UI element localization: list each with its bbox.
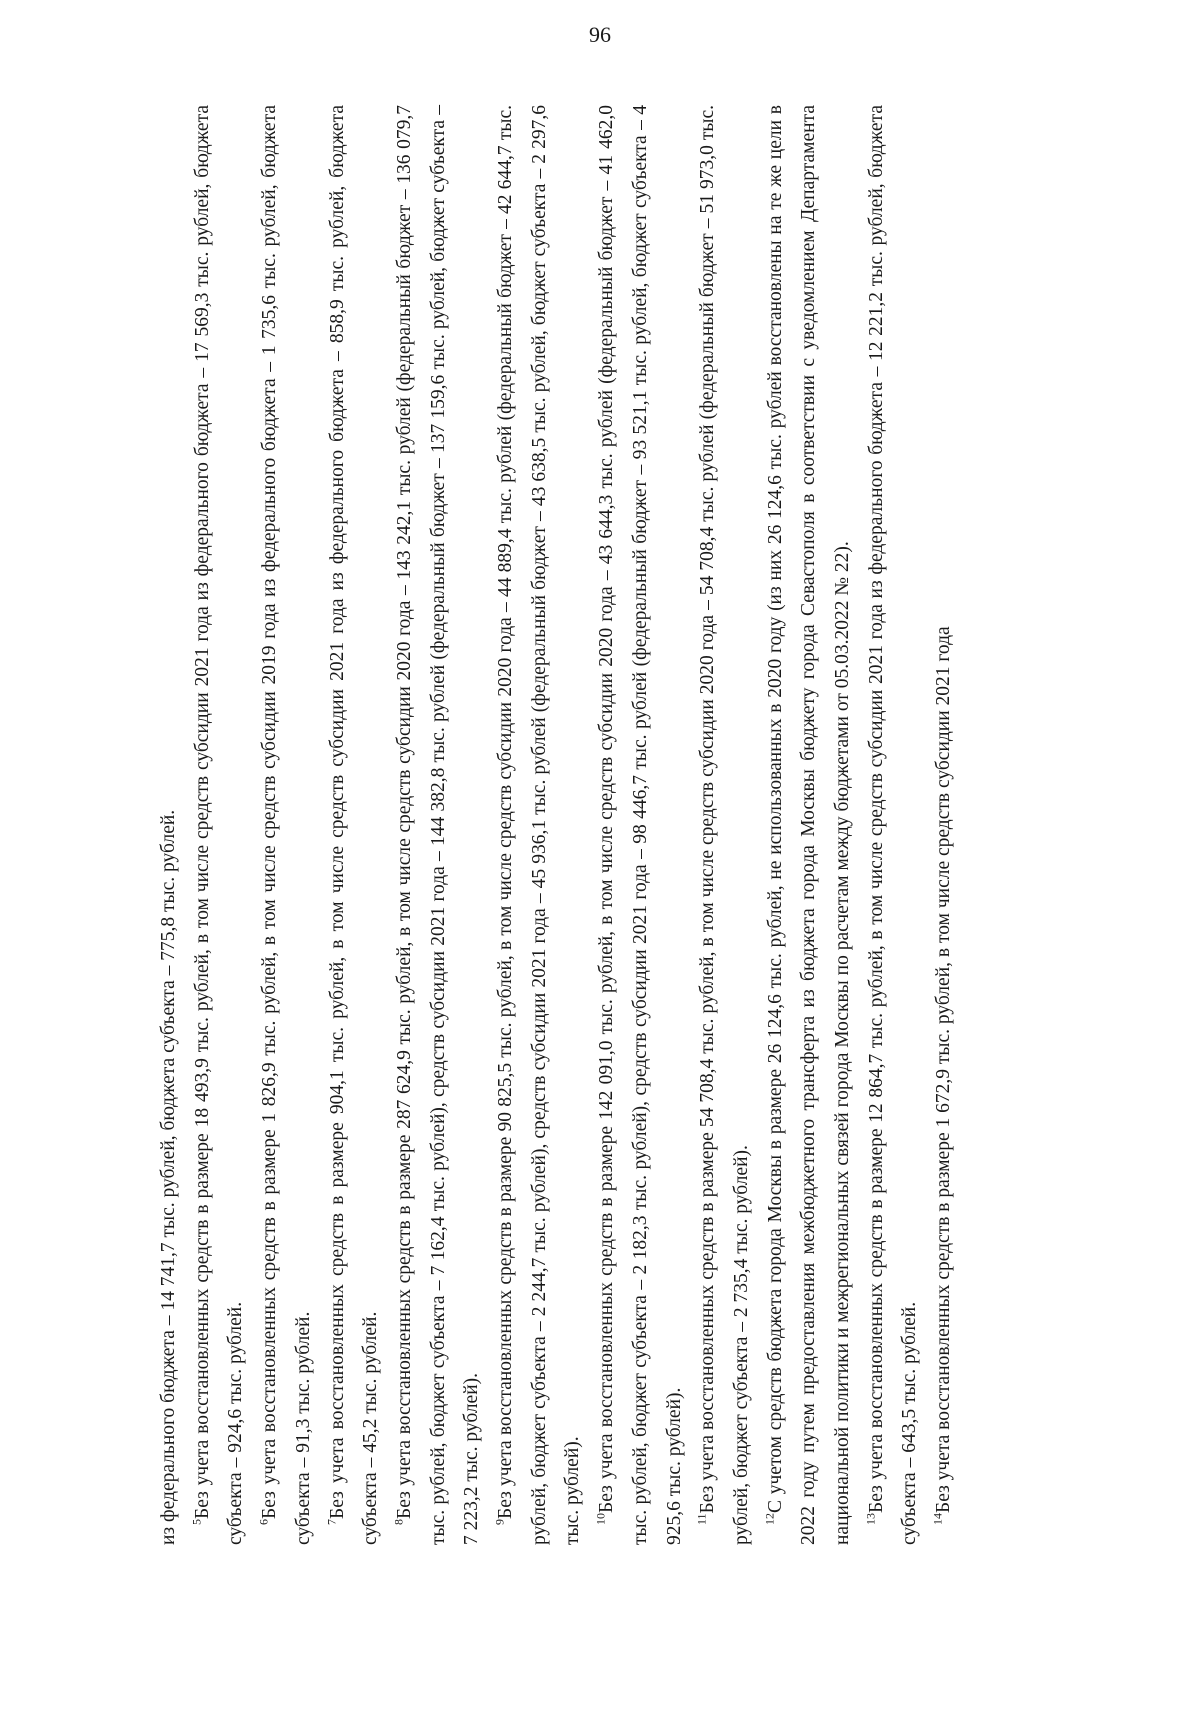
footnote-text: Без учета восстановленных средств в размере 287 624,9 тыс. рублей, в том числе средств субсидии 2020 года – 143 242,1 тыс. рублей (федеральный бюджет – 136 079,7 тыс. рублей, бюджет субъекта – 7 162,4 тыс. рублей), средств субсидии 2021 года – 144 382,8 тыс. рублей (федеральный бюджет – 137 159,6 тыс. рублей, бюджет субъекта – 7 223,2 тыс. рублей). <box>393 105 483 1545</box>
footnote-9 <box>489 105 590 1545</box>
footnote-text: С учетом средств бюджета города Москвы в размере 26 124,6 тыс. рублей, не использованных в 2020 году (из них 26 124,6 тыс. рублей восстановлены на те же цели в 2022 году путем предоставления межбюджетного трансферта из бюджета города Москвы бюджету города Севастополя в соответствии с уведомлением Департамента национальной политики и межрегиональных связей города Москвы по расчетам между бюджетами от 05.03.2022 № 22). <box>764 105 854 1545</box>
footnote-8 <box>388 105 489 1545</box>
footnote-11 <box>691 105 758 1545</box>
footnote-marker: 12 <box>762 1513 777 1525</box>
footnote-7 <box>321 105 388 1545</box>
footnote-marker: 5 <box>189 1519 204 1525</box>
footnote-text: Без учета восстановленных средств в размере 90 825,5 тыс. рублей, в том числе средств субсидии 2020 года – 44 889,4 тыс. рублей (федеральный бюджет – 42 644,7 тыс. рублей, бюджет субъекта – 2 244,7 тыс. рублей), средств субсидии 2021 года – 45 936,1 тыс. рублей (федеральный бюджет – 43 638,5 тыс. рублей, бюджет субъекта – 2 297,6 тыс. рублей). <box>495 105 584 1545</box>
footnote-marker: 13 <box>863 1513 878 1525</box>
footnote-12 <box>759 105 860 1545</box>
footnote-text: Без учета восстановленных средств в размере 142 091,0 тыс. рублей, в том числе средств субсидии 2020 года – 43 644,3 тыс. рублей (федеральный бюджет – 41 462,0 тыс. рублей, бюджет субъекта – 2 182,3 тыс. рублей), средств субсидии 2021 года – 98 446,7 тыс. рублей (федеральный бюджет – 93 521,1 тыс. рублей, бюджет субъекта – 4 925,6 тыс. рублей). <box>596 105 685 1545</box>
footnote-text: Без учета восстановленных средств в размере 1 826,9 тыс. рублей, в том числе средств субсидии 2019 года из федерального бюджета – 1 735,6 тыс. рублей, бюджета субъекта – 91,3 тыс. рублей. <box>259 105 314 1545</box>
footnote-text: Без учета восстановленных средств в размере 904,1 тыс. рублей, в том числе средств субсидии 2021 года из федерального бюджета – 858,9 тыс. рублей, бюджета субъекта – 45,2 тыс. рублей. <box>326 105 382 1545</box>
footnote-marker: 9 <box>492 1519 507 1525</box>
footnote-text: Без учета восстановленных средств в размере 1 672,9 тыс. рублей, в том числе средств субсидии 2021 года <box>933 626 955 1513</box>
footnote-14 <box>927 105 961 1545</box>
footnotes-block <box>152 105 1112 1545</box>
footnote-text: Без учета восстановленных средств в размере 12 864,7 тыс. рублей, в том числе средств субсидии 2021 года из федерального бюджета – 12 221,2 тыс. рублей, бюджета субъекта – 643,5 тыс. рублей. <box>865 105 921 1545</box>
footnote-marker: 7 <box>324 1519 339 1525</box>
footnote-marker: 8 <box>391 1519 406 1525</box>
footnote-marker: 6 <box>256 1519 271 1525</box>
footnote-13 <box>860 105 927 1545</box>
footnote-continuation <box>152 105 186 1545</box>
footnote-marker: 14 <box>930 1513 945 1525</box>
footnote-10 <box>590 105 691 1545</box>
footnote-text: Без учета восстановленных средств в размере 18 493,9 тыс. рублей, в том числе средств субсидии 2021 года из федерального бюджета – 17 569,3 тыс. рублей, бюджета субъекта – 924,6 тыс. рублей. <box>191 105 247 1545</box>
footnote-text: из федерального бюджета – 14 741,7 тыс. рублей, бюджета субъекта – 775,8 тыс. рублей. <box>158 809 179 1545</box>
page-number: 96 <box>589 22 611 47</box>
footnote-5 <box>186 105 253 1545</box>
footnote-marker: 11 <box>694 1513 709 1525</box>
footnote-6 <box>253 105 320 1545</box>
footnote-marker: 10 <box>593 1513 608 1525</box>
footnote-text: Без учета восстановленных средств в размере 54 708,4 тыс. рублей, в том числе средств субсидии 2020 года – 54 708,4 тыс. рублей (федеральный бюджет – 51 973,0 тыс. рублей, бюджет субъекта – 2 735,4 тыс. рублей). <box>697 105 752 1545</box>
